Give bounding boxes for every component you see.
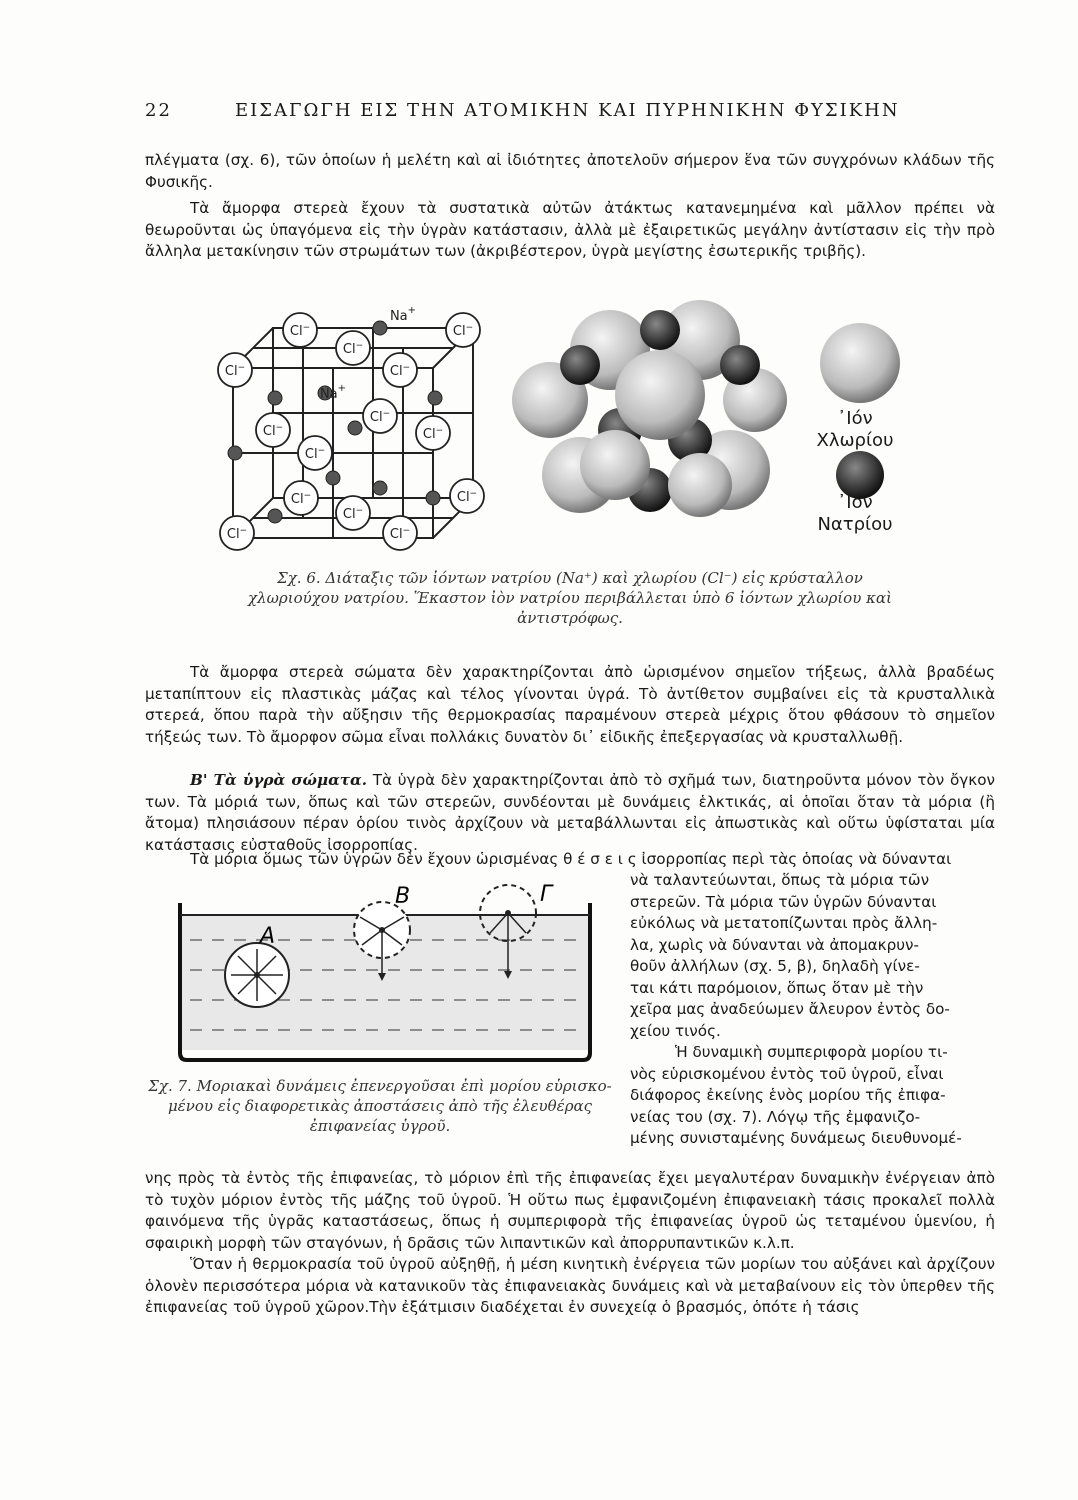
paragraph-4 [145, 770, 995, 856]
sodium-sphere [720, 345, 760, 385]
na-label-center: Na+ [319, 383, 347, 402]
na-ion-10 [373, 481, 387, 495]
side-line: μένης συνισταμένης δυνάμεως διευθυνομέ- [630, 1129, 962, 1147]
na-ion-1 [373, 321, 387, 335]
nacl-sphere-packing-illustration [500, 290, 790, 530]
cl-label-10: Cl− [290, 491, 312, 507]
cl-label-12: Cl− [342, 506, 364, 522]
side-line: λα, χωρὶς νὰ δύνανται νὰ ἀπομακρυν- [630, 935, 919, 954]
sodium-ion-label [800, 492, 910, 536]
cl-label-6: Cl− [369, 409, 391, 425]
sodium-label-line-1: ᾿Ιόν [837, 492, 873, 513]
chlorine-sphere [615, 350, 705, 440]
side-line: νείας του (σχ. 7). Λόγῳ τῆς ἐμφανιζο- [630, 1107, 921, 1126]
figure-7-caption-line-1: Σχ. 7. Μοριακαὶ δυνάμεις ἐπενεργοῦσαι ἐπὶ μορίου εὑρισκο- [148, 1077, 612, 1095]
figure-7-caption [145, 1076, 615, 1136]
chlorine-sphere [580, 430, 650, 500]
cl-label-2: Cl− [452, 323, 474, 339]
cl-label-9: Cl− [304, 446, 326, 462]
cl-label-4: Cl− [224, 363, 246, 379]
na-ion-7 [326, 471, 340, 485]
cl-label-8: Cl− [422, 426, 444, 442]
cl-label-5: Cl− [389, 363, 411, 379]
side-line: εὐκόλως νὰ μετατοπίζωνται πρὸς ἄλλη- [630, 914, 938, 932]
na-ion-9 [426, 491, 440, 505]
cl-label-13: Cl− [226, 526, 248, 542]
chlorine-ion-sphere [815, 318, 905, 408]
paragraph-6-continuation: νης πρὸς τὰ ἐντὸς τῆς ἐπιφανείας, τὸ μόριον ἐπὶ τῆς ἐπιφανείας ἔχει μεγαλυτέραν δυναμικὴν ἐνέργειαν ἀπὸ τὸ τυχὸν μόριον ἐντὸς τῆς μάζης τοῦ ὑγροῦ. Ἡ οὕτω πως ἐμφανιζομένη ἐπιφανειακὴ τάσις προκαλεῖ πολλὰ φαινόμενα τῆς ὑγρᾶς καταστάσεως, ὅπως ἡ συμπεριφορὰ τῆς ἐπιφανείας ὑγροῦ ὡς τεταμένου ὑμενίου, ἡ σφαιρικὴ μορφὴ τῶν σταγόνων, ἡ δρᾶσις τῶν λιπαντικῶν καὶ ἀπορρυπαντικῶν κ.λ.π. [145, 1169, 995, 1252]
chlorine-label-line-2: Χλωρίου [816, 430, 894, 451]
figure-7-caption-line-2: μένου εἰς διαφορετικὰς ἀποστάσεις ἀπὸ τῆς ἐλευθέρας [167, 1097, 593, 1115]
cl-label-11: Cl− [456, 489, 478, 505]
na-ion-8 [268, 509, 282, 523]
cl-label-7: Cl− [262, 423, 284, 439]
section-heading: Β' Τὰ ὑγρὰ σώματα. [190, 771, 367, 789]
running-title: ΕΙΣΑΓΩΓΗ ΕΙΣ ΤΗΝ ΑΤΟΜΙΚΗΝ ΚΑΙ ΠΥΡΗΝΙΚΗΝ ΦΥΣΙΚΗΝ [235, 100, 900, 121]
cl-label-14: Cl− [389, 526, 411, 542]
na-ion-6 [228, 446, 242, 460]
figure-6-caption-line-3: ἀντιστρόφως. [517, 609, 623, 627]
side-line: νὰ ταλαντεύωνται, ὅπως τὰ μόρια τῶν [630, 871, 930, 889]
side-line: Ἡ δυναμικὴ συμπεριφορὰ μορίου τι- [675, 1043, 948, 1061]
side-line: χείου τινός. [630, 1021, 721, 1040]
chlorine-ion-label [800, 408, 910, 452]
side-line: θοῦν ἀλλήλων (σχ. 5, β), δηλαδὴ γίνε- [630, 957, 920, 975]
paragraph-5-start: Τὰ μόρια ὅμως τῶν ὑγρῶν δὲν ἔχουν ὡρισμένας θ έ σ ε ι ς ἰσορροπίας περὶ τὰς ὁποίας νὰ δύνανται [190, 850, 952, 868]
page-number: 22 [145, 100, 172, 121]
paragraph-7: Ὅταν ἡ θερμοκρασία τοῦ ὑγροῦ αὐξηθῇ, ἡ μέση κινητικὴ ἐνέργεια τῶν μορίων του αὐξάνει καὶ ἀρχίζουν ὁλονὲν περισσότερα μόρια νὰ κατανικοῦν τὰς ἐπιφανειακὰς δυνάμεις καὶ νὰ μεταβαίνουν εἰς τὸν ὑπερθεν τῆς ἐπιφανείας τοῦ ὑγροῦ χῶρον.Τὴν ἐξάτμισιν διαδέχεται ἐν συνεχείᾳ ὁ βρασμός, ὁπότε ἡ τάσις [145, 1255, 995, 1316]
side-line: διάφορος ἐκείνης ἑνὸς μορίου τῆς ἐπιφα- [630, 1086, 946, 1104]
paragraph-2: Τὰ ἄμορφα στερεὰ ἔχουν τὰ συστατικὰ αὐτῶν ἀτάκτως κατανεμημένα καὶ μᾶλλον πρέπει νὰ θεωροῦνται ὡς ὑπαγόμενα εἰς τὴν ὑγρὰν κατάστασιν, ἀλλὰ μὲ ἐξαιρετικῶς μεγάλην ἀντίστασιν εἰς τὴν πρὸ ἄλληλα μετακίνησιν τῶν στρωμάτων των (ἀκριβέστερον, ὑγρὰ μεγίστης ἐσωτερικῆς τριβῆς). [145, 199, 995, 260]
figure-7-caption-line-3: ἐπιφανείας ὑγροῦ. [309, 1117, 451, 1135]
side-line: στερεῶν. Τὰ μόρια τῶν ὑγρῶν δύνανται [630, 892, 937, 911]
nacl-lattice-diagram [205, 298, 505, 558]
paragraph-4-text: Τὰ ὑγρὰ δὲν χαρακτηρίζονται ἀπὸ τὸ σχῆμά των, διατηροῦντα μόνον τὸν ὄγκον των. Τὰ μόριά των, ὅπως καὶ τῶν στερεῶν, συνδέονται μὲ δυνάμεις ἑλκτικάς, αἱ ὁποῖαι ὅταν τὰ μόρια (ἢ ἄτομα) πλησιάσουν πέραν ὁρίου τινὸς ἀρχίζουν νὰ μεταβάλλωνται εἰς ἀπωστικὰς καὶ οὕτω ὑφίσταται μία κατάστασις εὐσταθοῦς ἰσορροπίας. [145, 771, 995, 854]
paragraph-1: πλέγματα (σχ. 6), τῶν ὁποίων ἡ μελέτη καὶ αἱ ἰδιότητες ἀποτελοῦν σήμερον ἕνα τῶν συγχρόνων κλάδων τῆς Φυσικῆς. [145, 151, 995, 191]
na-label-top: Na+ [389, 305, 417, 324]
label-a: Α [260, 924, 276, 949]
cl-label-3: Cl− [342, 341, 364, 357]
label-g: Γ [540, 882, 553, 907]
sodium-label-line-2: Νατρίου [817, 514, 893, 535]
figure-6-caption-line-2: χλωριούχου νατρίου. Ἕκαστον ἰὸν νατρίου περιβάλλεται ὑπὸ 6 ἰόντων χλωρίου καὶ [248, 589, 892, 607]
sodium-sphere [560, 345, 600, 385]
side-line: ται κάτι παρόμοιον, ὅπως ὅταν μὲ τὴν [630, 978, 924, 997]
liquid-container-diagram [150, 875, 600, 1070]
cl-label-1: Cl− [289, 323, 311, 339]
figure-6-caption [200, 568, 940, 628]
na-ion-4 [428, 391, 442, 405]
side-line: χεῖρα μας ἀναδεύωμεν ἄλευρον ἐντὸς δο- [630, 1000, 950, 1018]
paragraph-3: Τὰ ἄμορφα στερεὰ σώματα δὲν χαρακτηρίζονται ἀπὸ ὡρισμένον σημεῖον τήξεως, ἀλλὰ βραδέως μεταπίπτουν εἰς πλαστικὰς μάζας καὶ τέλος γίνονται ὑγρά. Τὸ ἀντίθετον συμβαίνει εἰς τὰ κρυσταλλικὰ στερεά, ὅπου παρὰ τὴν αὔξησιν τῆς θερμοκρασίας παραμένουν στερεὰ μέχρις ὅτου φθάσουν τὸ σημεῖον τήξεώς των. Τὸ ἄμορφον σῶμα εἶναι πολλάκις δυνατὸν δι᾽ εἰδικῆς ἐπεξεργασίας νὰ κρυσταλλωθῇ. [145, 663, 995, 746]
na-ion-5 [348, 421, 362, 435]
chlorine-label-line-1: ᾿Ιόν [837, 408, 873, 429]
na-ion-3 [268, 391, 282, 405]
figure-6-caption-line-1: Σχ. 6. Διάταξις τῶν ἰόντων νατρίου (Na⁺) καὶ χλωρίου (Cl⁻) εἰς κρύσταλλον [277, 569, 863, 587]
side-column-text [630, 870, 995, 1150]
sodium-sphere [640, 310, 680, 350]
side-line: νὸς εὑρισκομένου ἐντὸς τοῦ ὑγροῦ, εἶναι [630, 1064, 944, 1083]
chlorine-sphere [668, 453, 732, 517]
label-b: Β [395, 884, 411, 909]
